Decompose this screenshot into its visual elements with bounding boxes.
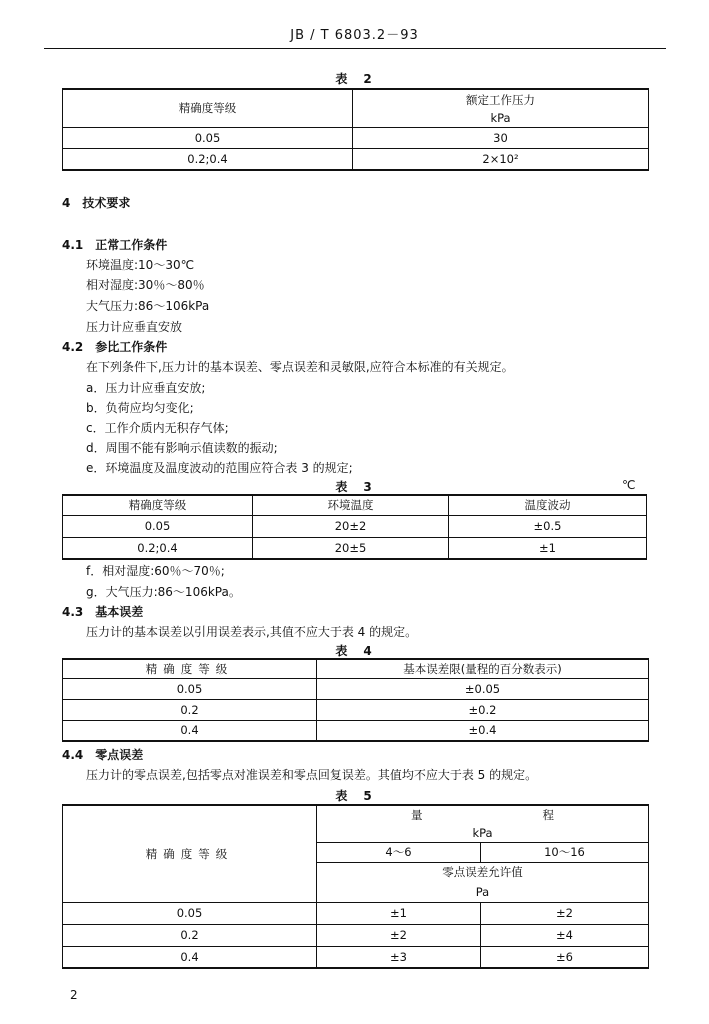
table3-cell: 20±5 <box>253 537 449 559</box>
document-header: JB / T 6803.2－93 <box>290 28 419 43</box>
section-4-2-title: 4.2 参比工作条件 <box>62 340 168 354</box>
table5 <box>62 804 649 969</box>
table5-cell: ±2 <box>317 924 481 946</box>
section-4-3-title: 4.3 基本误差 <box>62 605 144 619</box>
list-item: c．工作介质内无积存气体; <box>86 421 229 435</box>
list-item: b．负荷应均匀变化; <box>86 401 194 415</box>
table4-cell: 0.2 <box>63 699 317 720</box>
table5-cell: ±6 <box>481 946 649 968</box>
table4-header: 精确度等级 <box>63 659 317 678</box>
list-item: f．相对湿度:60％～70％; <box>86 564 225 578</box>
paragraph-line: 压力计应垂直安放 <box>86 320 183 334</box>
table5-cell: ±1 <box>317 902 481 924</box>
range-label-b: 程 <box>542 808 554 822</box>
range-label-a: 量 <box>411 808 423 822</box>
table2-header-pressure: 额定工作压力 <box>353 89 649 109</box>
list-item: d．周围不能有影响示值读数的振动; <box>86 441 278 455</box>
paragraph-line: 大气压力:86～106kPa <box>86 299 210 313</box>
table4-cell: ±0.2 <box>317 699 649 720</box>
paragraph-line: 环境温度:10～30℃ <box>86 258 195 272</box>
table4-cell: 0.05 <box>63 678 317 699</box>
table3 <box>62 494 647 560</box>
paragraph-line: 压力计的零点误差,包括零点对准误差和零点回复误差。其值均不应大于表 5 的规定。 <box>86 768 538 782</box>
table3-caption: 表 3 <box>335 480 374 494</box>
list-item: g．大气压力:86～106kPa。 <box>86 585 241 599</box>
table5-allow-unit: Pa <box>317 882 649 902</box>
page-number: 2 <box>70 988 78 1002</box>
table3-unit: ℃ <box>622 478 636 492</box>
table2-cell: 30 <box>353 127 649 148</box>
table4-caption: 表 4 <box>335 644 374 658</box>
table4 <box>62 658 649 742</box>
table5-cell: ±2 <box>481 902 649 924</box>
table3-header: 精确度等级 <box>63 495 253 515</box>
list-item: e．环境温度及温度波动的范围应符合表 3 的规定; <box>86 461 353 475</box>
table2-cell: 2×10² <box>353 148 649 170</box>
table4-header: 基本误差限(量程的百分数表示) <box>317 659 649 678</box>
table3-cell: ±0.5 <box>449 515 647 537</box>
table2 <box>62 88 649 171</box>
list-item: a．压力计应垂直安放; <box>86 381 206 395</box>
table2-header-unit: kPa <box>353 109 649 127</box>
table5-range-unit: kPa <box>317 824 649 842</box>
section-4-1-title: 4.1 正常工作条件 <box>62 238 168 252</box>
table4-cell: 0.4 <box>63 720 317 741</box>
table5-range-label <box>317 805 649 824</box>
table3-cell: 0.05 <box>63 515 253 537</box>
table5-range-col: 10～16 <box>481 842 649 862</box>
table2-cell: 0.05 <box>63 127 353 148</box>
table3-header: 温度波动 <box>449 495 647 515</box>
table5-cell: ±4 <box>481 924 649 946</box>
paragraph-line: 在下列条件下,压力计的基本误差、零点误差和灵敏限,应符合本标准的有关规定。 <box>86 360 514 374</box>
table3-cell: 0.2;0.4 <box>63 537 253 559</box>
table3-cell: 20±2 <box>253 515 449 537</box>
paragraph-line: 压力计的基本误差以引用误差表示,其值不应大于表 4 的规定。 <box>86 625 418 639</box>
table2-caption: 表 2 <box>335 72 374 86</box>
table2-header-grade: 精确度等级 <box>63 89 353 127</box>
table5-cell: ±3 <box>317 946 481 968</box>
table5-caption: 表 5 <box>335 789 374 803</box>
table4-cell: ±0.4 <box>317 720 649 741</box>
table5-cell: 0.2 <box>63 924 317 946</box>
paragraph-line: 相对湿度:30％～80％ <box>86 278 205 292</box>
table3-cell: ±1 <box>449 537 647 559</box>
table5-cell: 0.4 <box>63 946 317 968</box>
table5-cell: 0.05 <box>63 902 317 924</box>
section-4-4-title: 4.4 零点误差 <box>62 748 144 762</box>
section-title: 4 技术要求 <box>62 196 131 210</box>
table4-cell: ±0.05 <box>317 678 649 699</box>
table5-header-grade: 精确度等级 <box>63 805 317 902</box>
table2-cell: 0.2;0.4 <box>63 148 353 170</box>
table5-range-col: 4～6 <box>317 842 481 862</box>
table3-header: 环境温度 <box>253 495 449 515</box>
header-rule <box>44 48 666 49</box>
table5-allow-label: 零点误差允许值 <box>317 862 649 882</box>
